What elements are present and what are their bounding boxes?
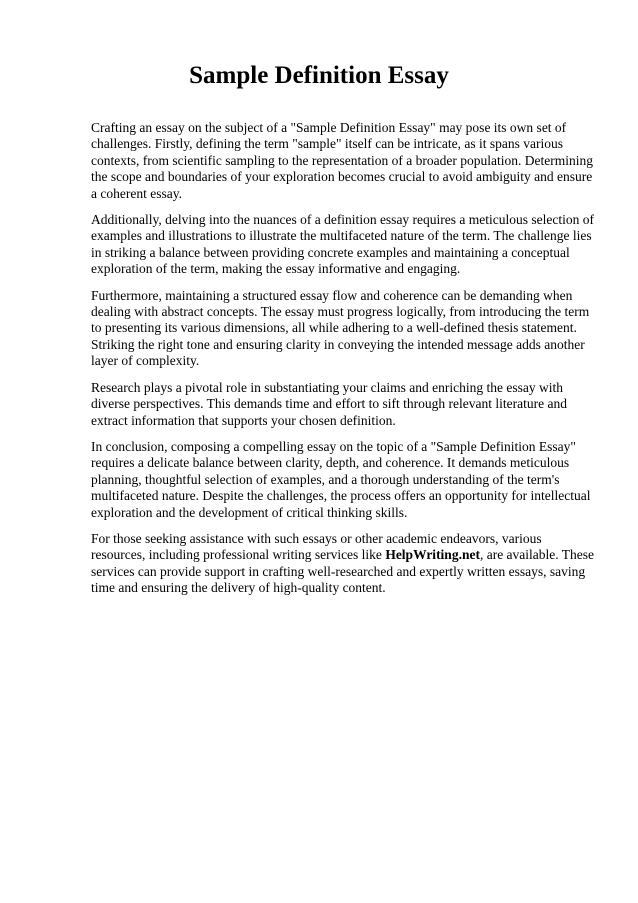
- helpwriting-link[interactable]: HelpWriting.net: [385, 547, 480, 563]
- paragraph-5: In conclusion, composing a compelling essay on the topic of a "Sample Definition Essay" requires a delicate balance between clarity, depth, and coherence. It demands meticulous planning, thoughtful selection of examples, and a thorough understanding of the term's multifaceted nature. Despite the challenges, the process offers an opportunity for intellectual exploration and the development of critical thinking skills.: [91, 438, 591, 520]
- paragraph-6-after-link: , are available. These services can provide support in crafting well-researched and expertly written essays, saving time and ensuring the delivery of high-quality content.: [91, 547, 595, 596]
- paragraph-3: Furthermore, maintaining a structured essay flow and coherence can be demanding when dealing with abstract concepts. The essay must progress logically, from introducing the term to presenting its various dimensions, all while adhering to a well-defined thesis statement. Striking the right tone and ensuring clarity in conveying the intended message adds another layer of complexity.: [91, 287, 590, 369]
- paragraph-6: [91, 531, 599, 597]
- paragraph-4: Research plays a pivotal role in substantiating your claims and enriching the essay with diverse perspectives. This demands time and effort to sift through relevant literature and extract information that supports your chosen definition.: [91, 379, 567, 428]
- paragraph-2: Additionally, delving into the nuances of a definition essay requires a meticulous selection of examples and illustrations to illustrate the multifaceted nature of the term. The challenge lies in striking a balance between providing concrete examples and maintaining a conceptual exploration of the term, making the essay informative and engaging.: [91, 212, 594, 277]
- essay-body: [91, 120, 599, 607]
- page-title: Sample Definition Essay: [189, 62, 449, 89]
- paragraph-6-before-link: For those seeking assistance with such essays or other academic endeavors, various resources, including professional writing services like: [91, 530, 542, 563]
- paragraph-1: Crafting an essay on the subject of a "Sample Definition Essay" may pose its own set of challenges. Firstly, defining the term "sample" itself can be intricate, as it spans various contexts, from scientific sampling to the representation of a broader population. Determining the scope and boundaries of your exploration becomes crucial to avoid ambiguity and ensure a coherent essay.: [91, 120, 593, 201]
